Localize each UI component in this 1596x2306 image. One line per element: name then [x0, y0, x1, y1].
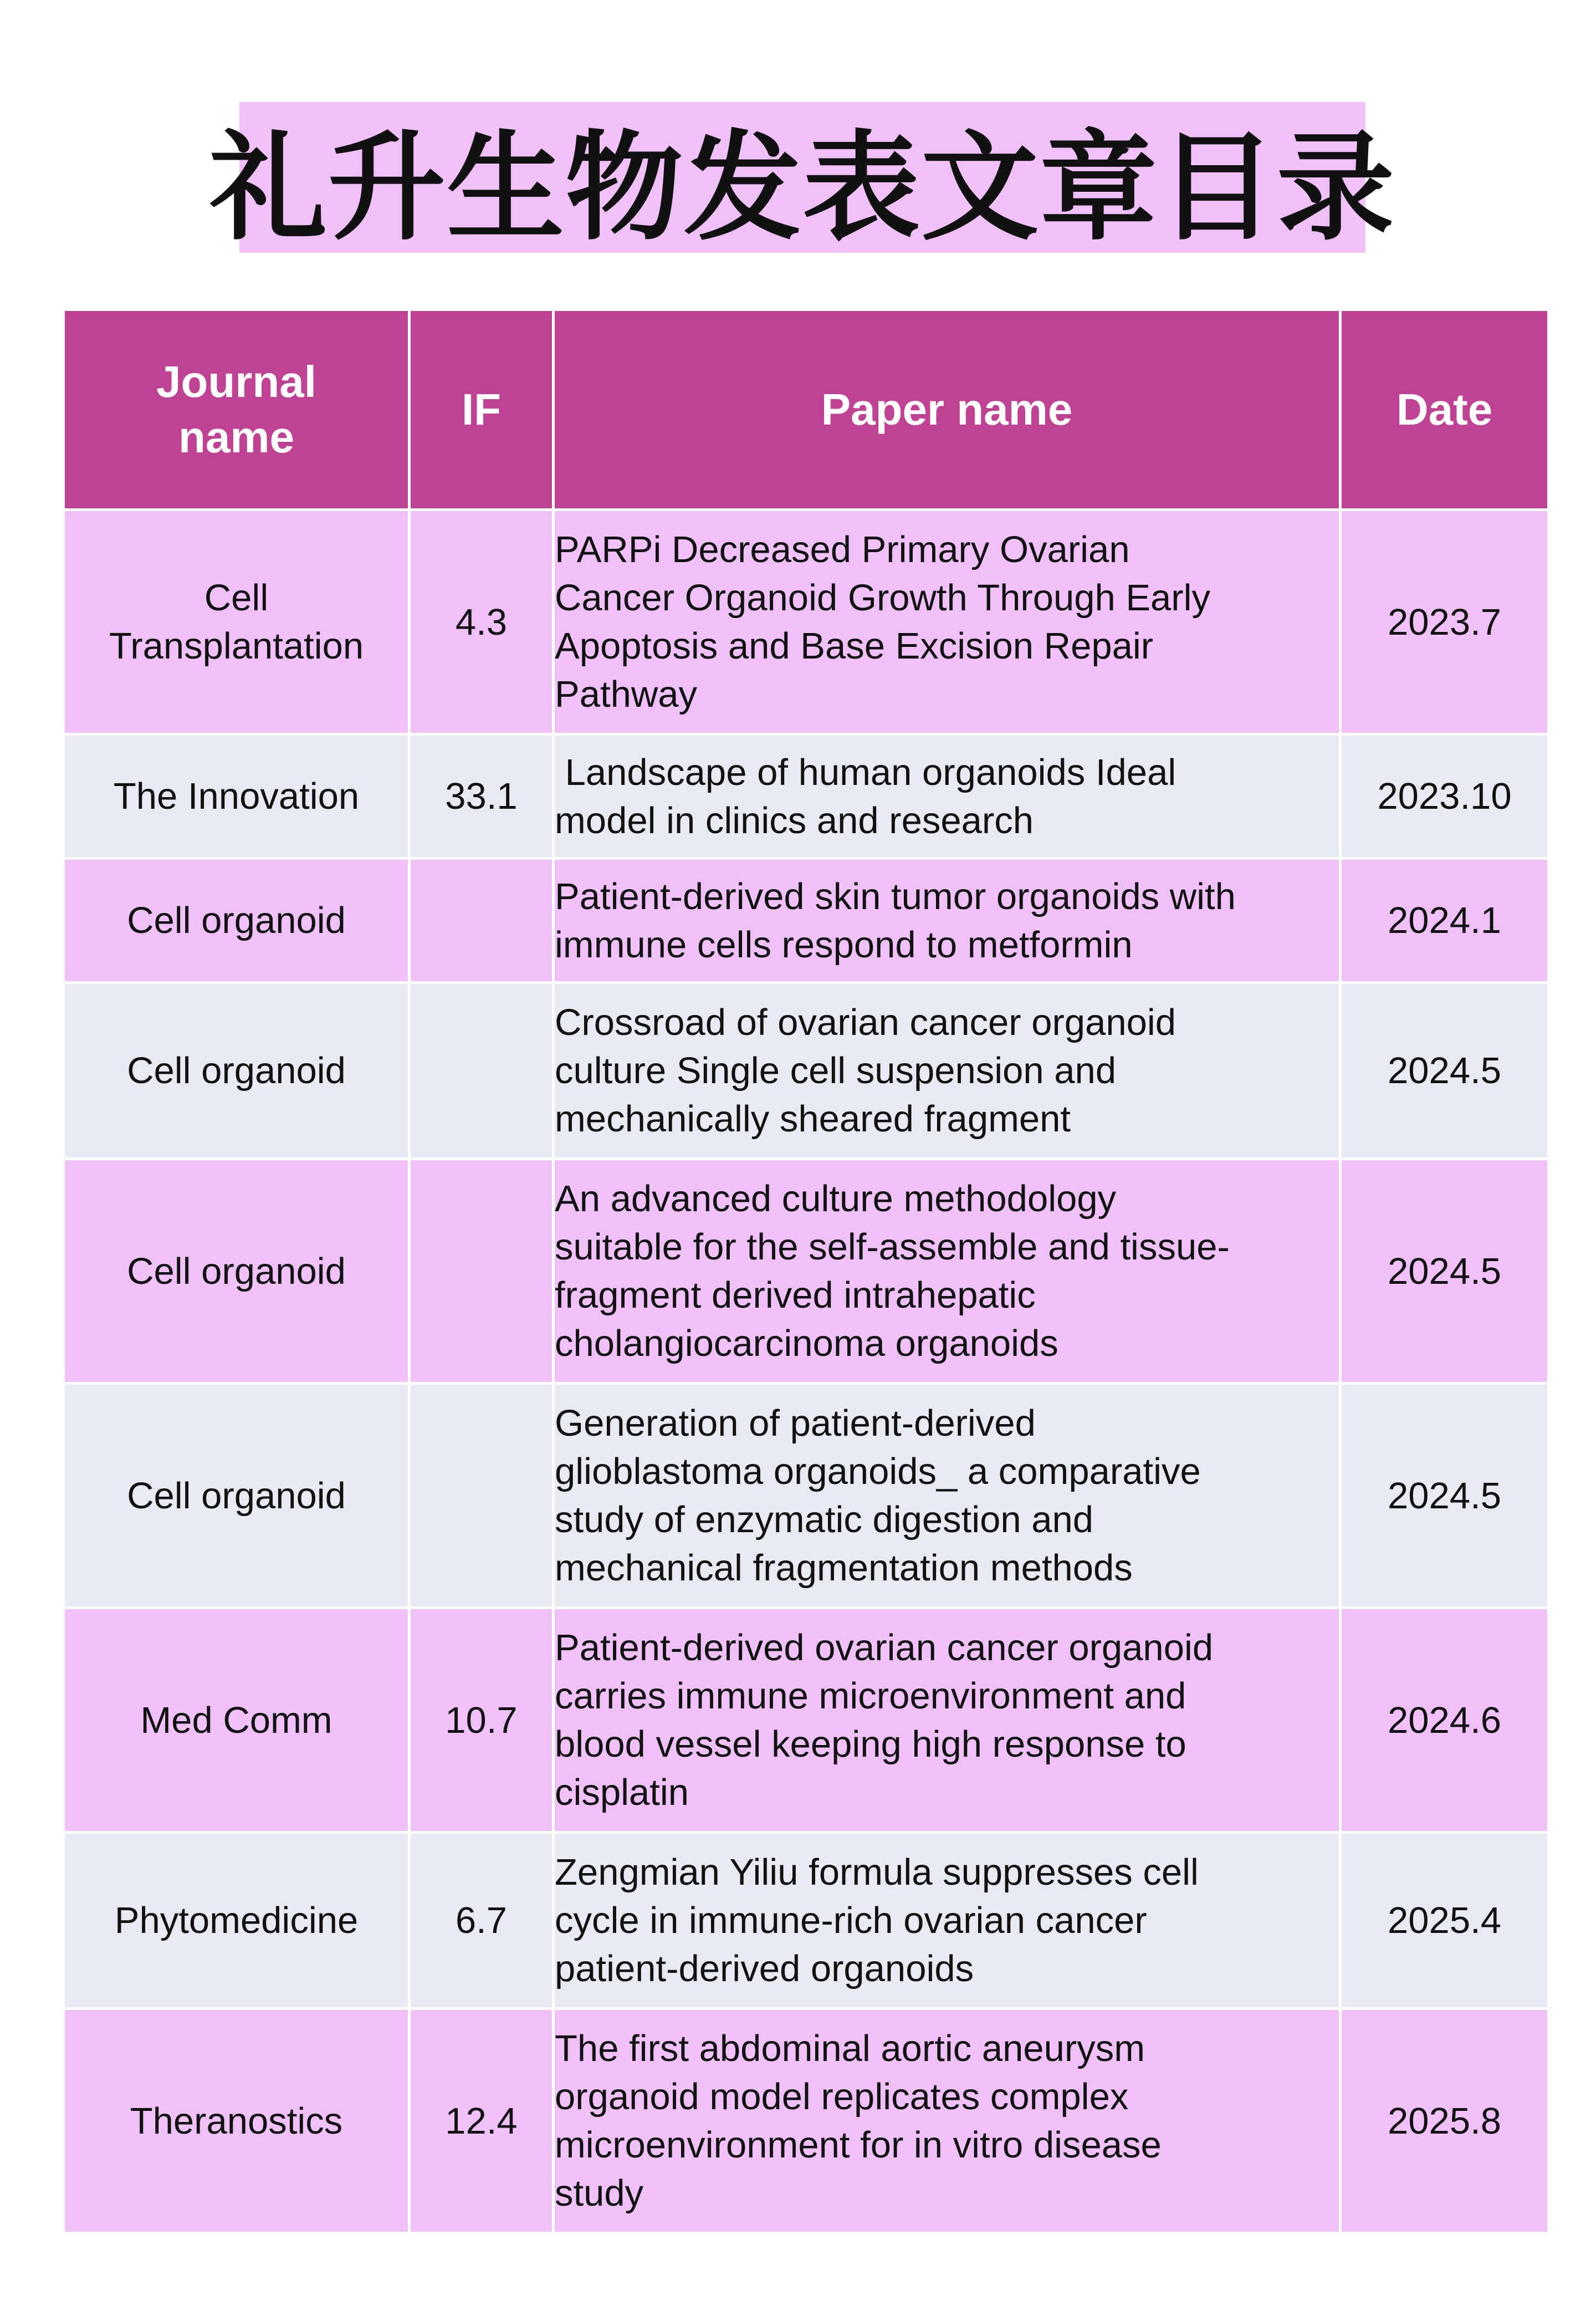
title-banner: [209, 102, 1395, 256]
journal-cell: Cell organoid: [64, 859, 410, 983]
date-cell: 2025.4: [1341, 1833, 1549, 2009]
table-row: [64, 510, 1549, 734]
date-cell: 2024.5: [1341, 1384, 1549, 1608]
journal-cell: Med Comm: [64, 1608, 410, 1833]
publications-table: [62, 308, 1550, 2234]
journal-cell: Theranostics: [64, 2009, 410, 2233]
date-cell: 2024.6: [1341, 1608, 1549, 1833]
paper-name-cell: Landscape of human organoids Ideal model in clinics and research: [554, 734, 1341, 859]
impact-factor-cell: [410, 1159, 554, 1384]
table-header: [64, 310, 1549, 510]
impact-factor-cell: 33.1: [410, 734, 554, 859]
date-cell: 2025.8: [1341, 2009, 1549, 2233]
table-row: [64, 1159, 1549, 1384]
impact-factor-cell: 4.3: [410, 510, 554, 734]
table-row: [64, 734, 1549, 859]
journal-cell: The Innovation: [64, 734, 410, 859]
header-impact-factor: IF: [410, 310, 554, 510]
table-row: [64, 2009, 1549, 2233]
paper-name-cell: Patient-derived ovarian cancer organoid carries immune microenvironment and blood vessel keeping high response to cisplatin: [554, 1608, 1341, 1833]
paper-name-cell: PARPi Decreased Primary Ovarian Cancer Organoid Growth Through Early Apoptosis and Base Excision Repair Pathway: [554, 510, 1341, 734]
table-row: [64, 859, 1549, 983]
impact-factor-cell: [410, 1384, 554, 1608]
journal-cell: Cell Transplantation: [64, 510, 410, 734]
paper-name-cell: Generation of patient-derived glioblastoma organoids_ a comparative study of enzymatic digestion and mechanical fragmentation methods: [554, 1384, 1341, 1608]
date-cell: 2024.5: [1341, 983, 1549, 1159]
date-cell: 2024.1: [1341, 859, 1549, 983]
impact-factor-cell: [410, 859, 554, 983]
date-cell: 2023.10: [1341, 734, 1549, 859]
journal-cell: Cell organoid: [64, 1159, 410, 1384]
journal-cell: Cell organoid: [64, 1384, 410, 1608]
header-date: Date: [1341, 310, 1549, 510]
paper-name-cell: Zengmian Yiliu formula suppresses cell cycle in immune-rich ovarian cancer patient-derived organoids: [554, 1833, 1341, 2009]
header-paper-name: Paper name: [554, 310, 1341, 510]
paper-name-cell: Patient-derived skin tumor organoids with immune cells respond to metformin: [554, 859, 1341, 983]
impact-factor-cell: 6.7: [410, 1833, 554, 2009]
table-row: [64, 1384, 1549, 1608]
journal-cell: Cell organoid: [64, 983, 410, 1159]
table-row: [64, 983, 1549, 1159]
paper-name-cell: Crossroad of ovarian cancer organoid culture Single cell suspension and mechanically sheared fragment: [554, 983, 1341, 1159]
paper-name-cell: The first abdominal aortic aneurysm organoid model replicates complex microenvironment for in vitro disease study: [554, 2009, 1341, 2233]
date-cell: 2023.7: [1341, 510, 1549, 734]
header-row: [64, 310, 1549, 510]
impact-factor-cell: 12.4: [410, 2009, 554, 2233]
journal-cell: Phytomedicine: [64, 1833, 410, 2009]
impact-factor-cell: 10.7: [410, 1608, 554, 1833]
impact-factor-cell: [410, 983, 554, 1159]
table-row: [64, 1608, 1549, 1833]
header-journal-name: Journal name: [64, 310, 410, 510]
date-cell: 2024.5: [1341, 1159, 1549, 1384]
table-body: [64, 510, 1549, 2233]
page-title: 礼升生物发表文章目录: [209, 119, 1395, 256]
paper-name-cell: An advanced culture methodology suitable for the self-assemble and tissue- fragment derived intrahepatic cholangiocarcinoma organoids: [554, 1159, 1341, 1384]
table-row: [64, 1833, 1549, 2009]
